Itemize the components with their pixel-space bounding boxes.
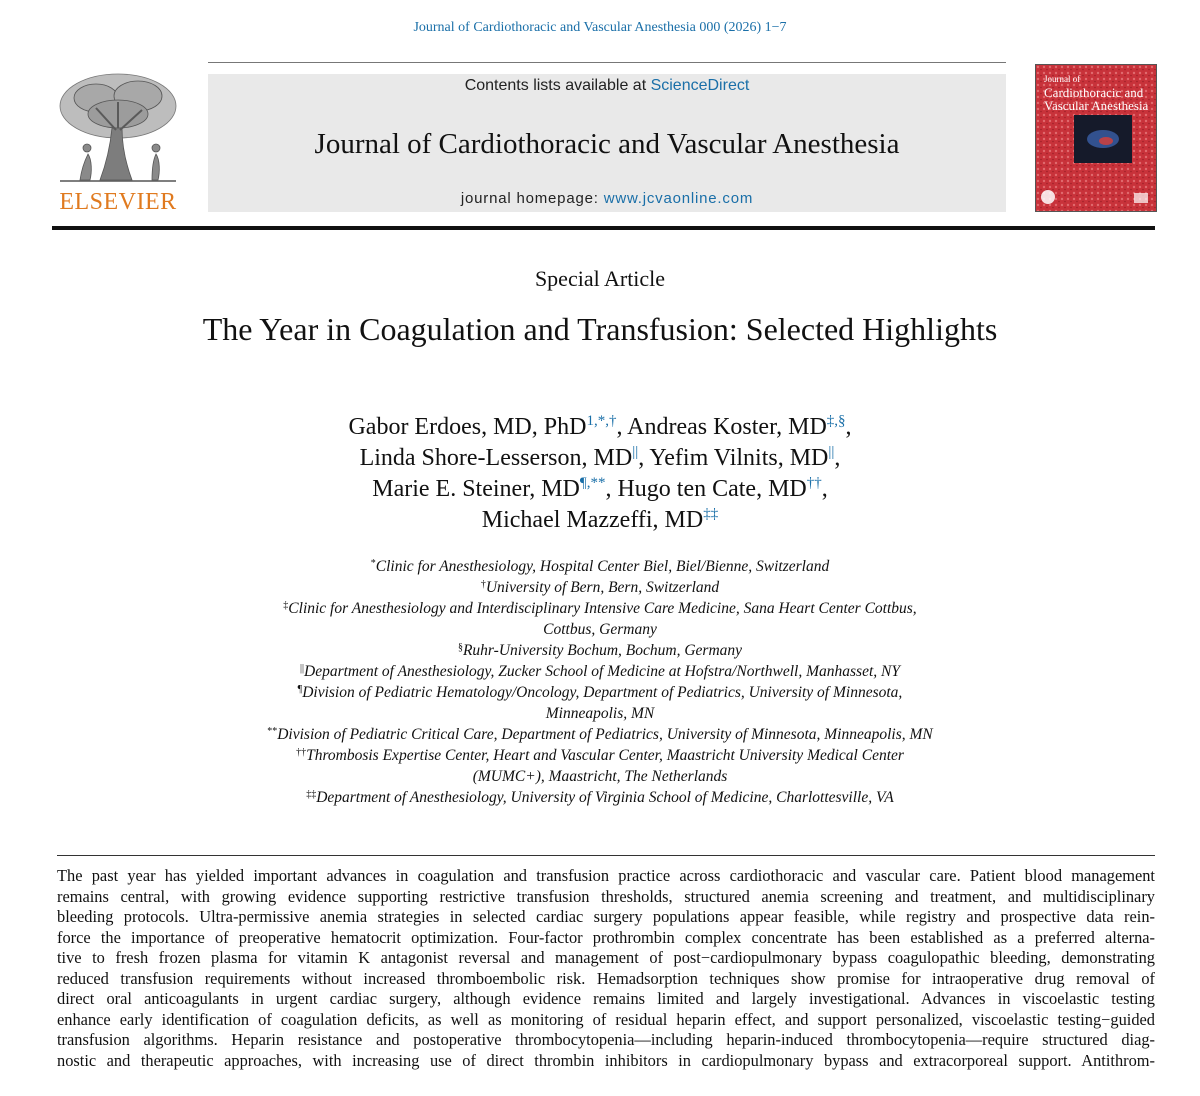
affiliation-item [150,745,1050,787]
article-type: Special Article [534,266,666,291]
abstract-line: The past year has yielded important advances in coagulation and transfusion practice across cardiothoracic and vascular care. Patient blood management [57,866,1155,885]
affiliation-list [150,556,1050,808]
affiliation-text: Division of Pediatric Critical Care, Department of Pediatrics, University of Minnesota, Minneapolis, MN [277,726,933,743]
affiliation-item [150,661,1050,682]
author-separator: , [638,445,650,471]
affiliation-text: Division of Pediatric Hematology/Oncology, Department of Pediatrics, University of Minnesota, [302,684,903,701]
affiliation-line [150,661,1050,682]
affiliation-line [150,724,1050,745]
abstract-rule [57,855,1155,856]
affiliation-line [150,703,1050,724]
article-title: The Year in Coagulation and Transfusion: Selected Highlights [202,311,998,347]
abstract-line: direct oral anticoagulants in urgent cardiac surgery, although evidence remains limited and largely investigational. Advances in viscoelastic testing [57,989,1155,1008]
abstract-line: force the importance of preoperative hematocrit optimization. Four-factor prothrombin complex concentrate has been established as a preferred alterna- [57,927,1155,947]
affiliation-line [150,598,1050,619]
affiliation-line [150,577,1050,598]
abstract-line: bleeding protocols. Ultra-permissive anemia strategies in selected cardiac surgery populations appear feasible, while registry and prospective data rein- [57,907,1155,926]
affiliation-text: Clinic for Anesthesiology and Interdisciplinary Intensive Care Medicine, Sana Heart Center Cottbus, [288,600,917,617]
author-list [200,412,1000,536]
author-affiliation-marks[interactable]: 1,*,† [586,413,617,429]
author-affiliation-marks[interactable]: †† [806,475,822,491]
author-name: Yefim Vilnits, MD [649,445,829,471]
abstract-line: remains central, with growing evidence supporting restrictive transfusion thresholds, structured anemia screening and treatment, and multidisciplinary [57,886,1155,906]
abstract-line: transfusion algorithms. Heparin resistance and postoperative thrombocytopenia—including heparin-induced thrombocytopenia—require structured diag- [57,1030,1155,1049]
affiliation-mark: ‡ [283,600,289,611]
journal-title: Journal of Cardiothoracic and Vascular Anesthesia [314,128,900,160]
author-separator: , [616,414,628,440]
author-affiliation-marks[interactable]: ‡,§ [826,413,846,429]
affiliation-item [150,682,1050,724]
affiliation-line [150,619,1050,640]
cover-line-2: Cardiothoracic and [1044,85,1144,100]
author-affiliation-marks[interactable]: || [828,444,835,460]
affiliation-text: (MUMC+), Maastricht, The Netherlands [472,768,728,785]
affiliation-line [150,682,1050,703]
author-name: Michael Mazzeffi, MD [481,507,704,533]
elsevier-tree-icon [52,68,184,186]
affiliation-mark: * [370,558,376,569]
affiliation-line [150,640,1050,661]
author-name: Andreas Koster, MD [627,414,827,440]
author-affiliation-marks[interactable]: ¶,** [579,475,606,491]
header-rule [52,226,1155,230]
journal-cover-thumbnail[interactable] [1035,64,1157,212]
cover-title [1044,73,1148,112]
affiliation-text: Clinic for Anesthesiology, Hospital Center Biel, Biel/Bienne, Switzerland [375,558,830,575]
author-name: Marie E. Steiner, MD [372,476,580,502]
author-name: Hugo ten Cate, MD [617,476,807,502]
affiliation-item [150,598,1050,640]
running-head[interactable]: Journal of Cardiothoracic and Vascular Anesthesia 000 (2026) 1−7 [413,20,787,35]
masthead-rule [208,62,1006,63]
affiliation-text: Department of Anesthesiology, Zucker School of Medicine at Hofstra/Northwell, Manhasset, NY [304,663,900,680]
affiliation-line [150,766,1050,787]
sciencedirect-link[interactable]: ScienceDirect [650,77,750,94]
affiliation-line [150,787,1050,808]
author-separator: , [834,445,841,471]
affiliation-text: Cottbus, Germany [543,621,657,638]
affiliation-text: Department of Anesthesiology, University of Virginia School of Medicine, Charlottesville, VA [316,789,894,806]
affiliation-item [150,556,1050,577]
author-name: Gabor Erdoes, MD, PhD [348,414,587,440]
author-affiliation-marks[interactable]: || [632,444,639,460]
affiliation-line [150,745,1050,766]
author-separator: , [605,476,618,502]
affiliation-text: University of Bern, Bern, Switzerland [485,579,720,596]
contents-prefix: Contents lists available at [464,77,651,94]
author-affiliation-marks[interactable]: ‡‡ [703,506,719,522]
homepage-prefix: journal homepage: [460,190,604,207]
author-name: Linda Shore-Lesserson, MD [359,445,633,471]
affiliation-mark: ‡‡ [306,789,317,800]
abstract-line: reduced transfusion requirements without increased thromboembolic risk. Hemadsorption techniques show promise for intraoperative drug removal of [57,968,1155,988]
affiliation-mark: ¶ [297,684,303,695]
homepage-line [208,190,1006,207]
affiliation-item [150,787,1050,808]
affiliation-text: Minneapolis, MN [545,705,655,722]
affiliation-mark: ** [267,726,278,737]
cover-line-1: Journal of [1044,74,1081,84]
abstract-line: nostic and therapeutic approaches, with increasing use of direct thrombin inhibitors in cardiopulmonary bypass and extracorporeal support. Antithrom- [57,1050,1155,1070]
abstract-line: tive to fresh frozen plasma for vitamin K antagonist reversal and management of post−cardiopulmonary bypass coagulopathic bleeding, demonstrating [57,948,1155,967]
affiliation-mark: || [299,663,304,674]
elsevier-logo [52,68,184,216]
affiliation-mark: †† [296,747,307,758]
affiliation-item [150,724,1050,745]
affiliation-item [150,577,1050,598]
author-separator: , [845,414,852,440]
author-separator: , [821,476,828,502]
publisher-name: ELSEVIER [59,189,177,215]
contents-line [208,77,1006,95]
affiliation-item [150,640,1050,661]
affiliation-text: Thrombosis Expertise Center, Heart and Vascular Center, Maastricht University Medical Center [306,747,904,764]
abstract-line: enhance early identification of coagulation deficits, as well as monitoring of residual heparin effect, and support personalized, viscoelastic testing−guided [57,1009,1155,1029]
affiliation-mark: † [480,579,486,590]
journal-homepage-link[interactable]: www.jcvaonline.com [603,190,754,207]
journal-masthead [208,74,1006,212]
affiliation-line [150,556,1050,577]
cover-line-3: Vascular Anesthesia [1044,98,1149,113]
affiliation-mark: § [457,642,463,653]
abstract-text [57,866,1155,1071]
affiliation-text: Ruhr-University Bochum, Bochum, Germany [462,642,743,659]
